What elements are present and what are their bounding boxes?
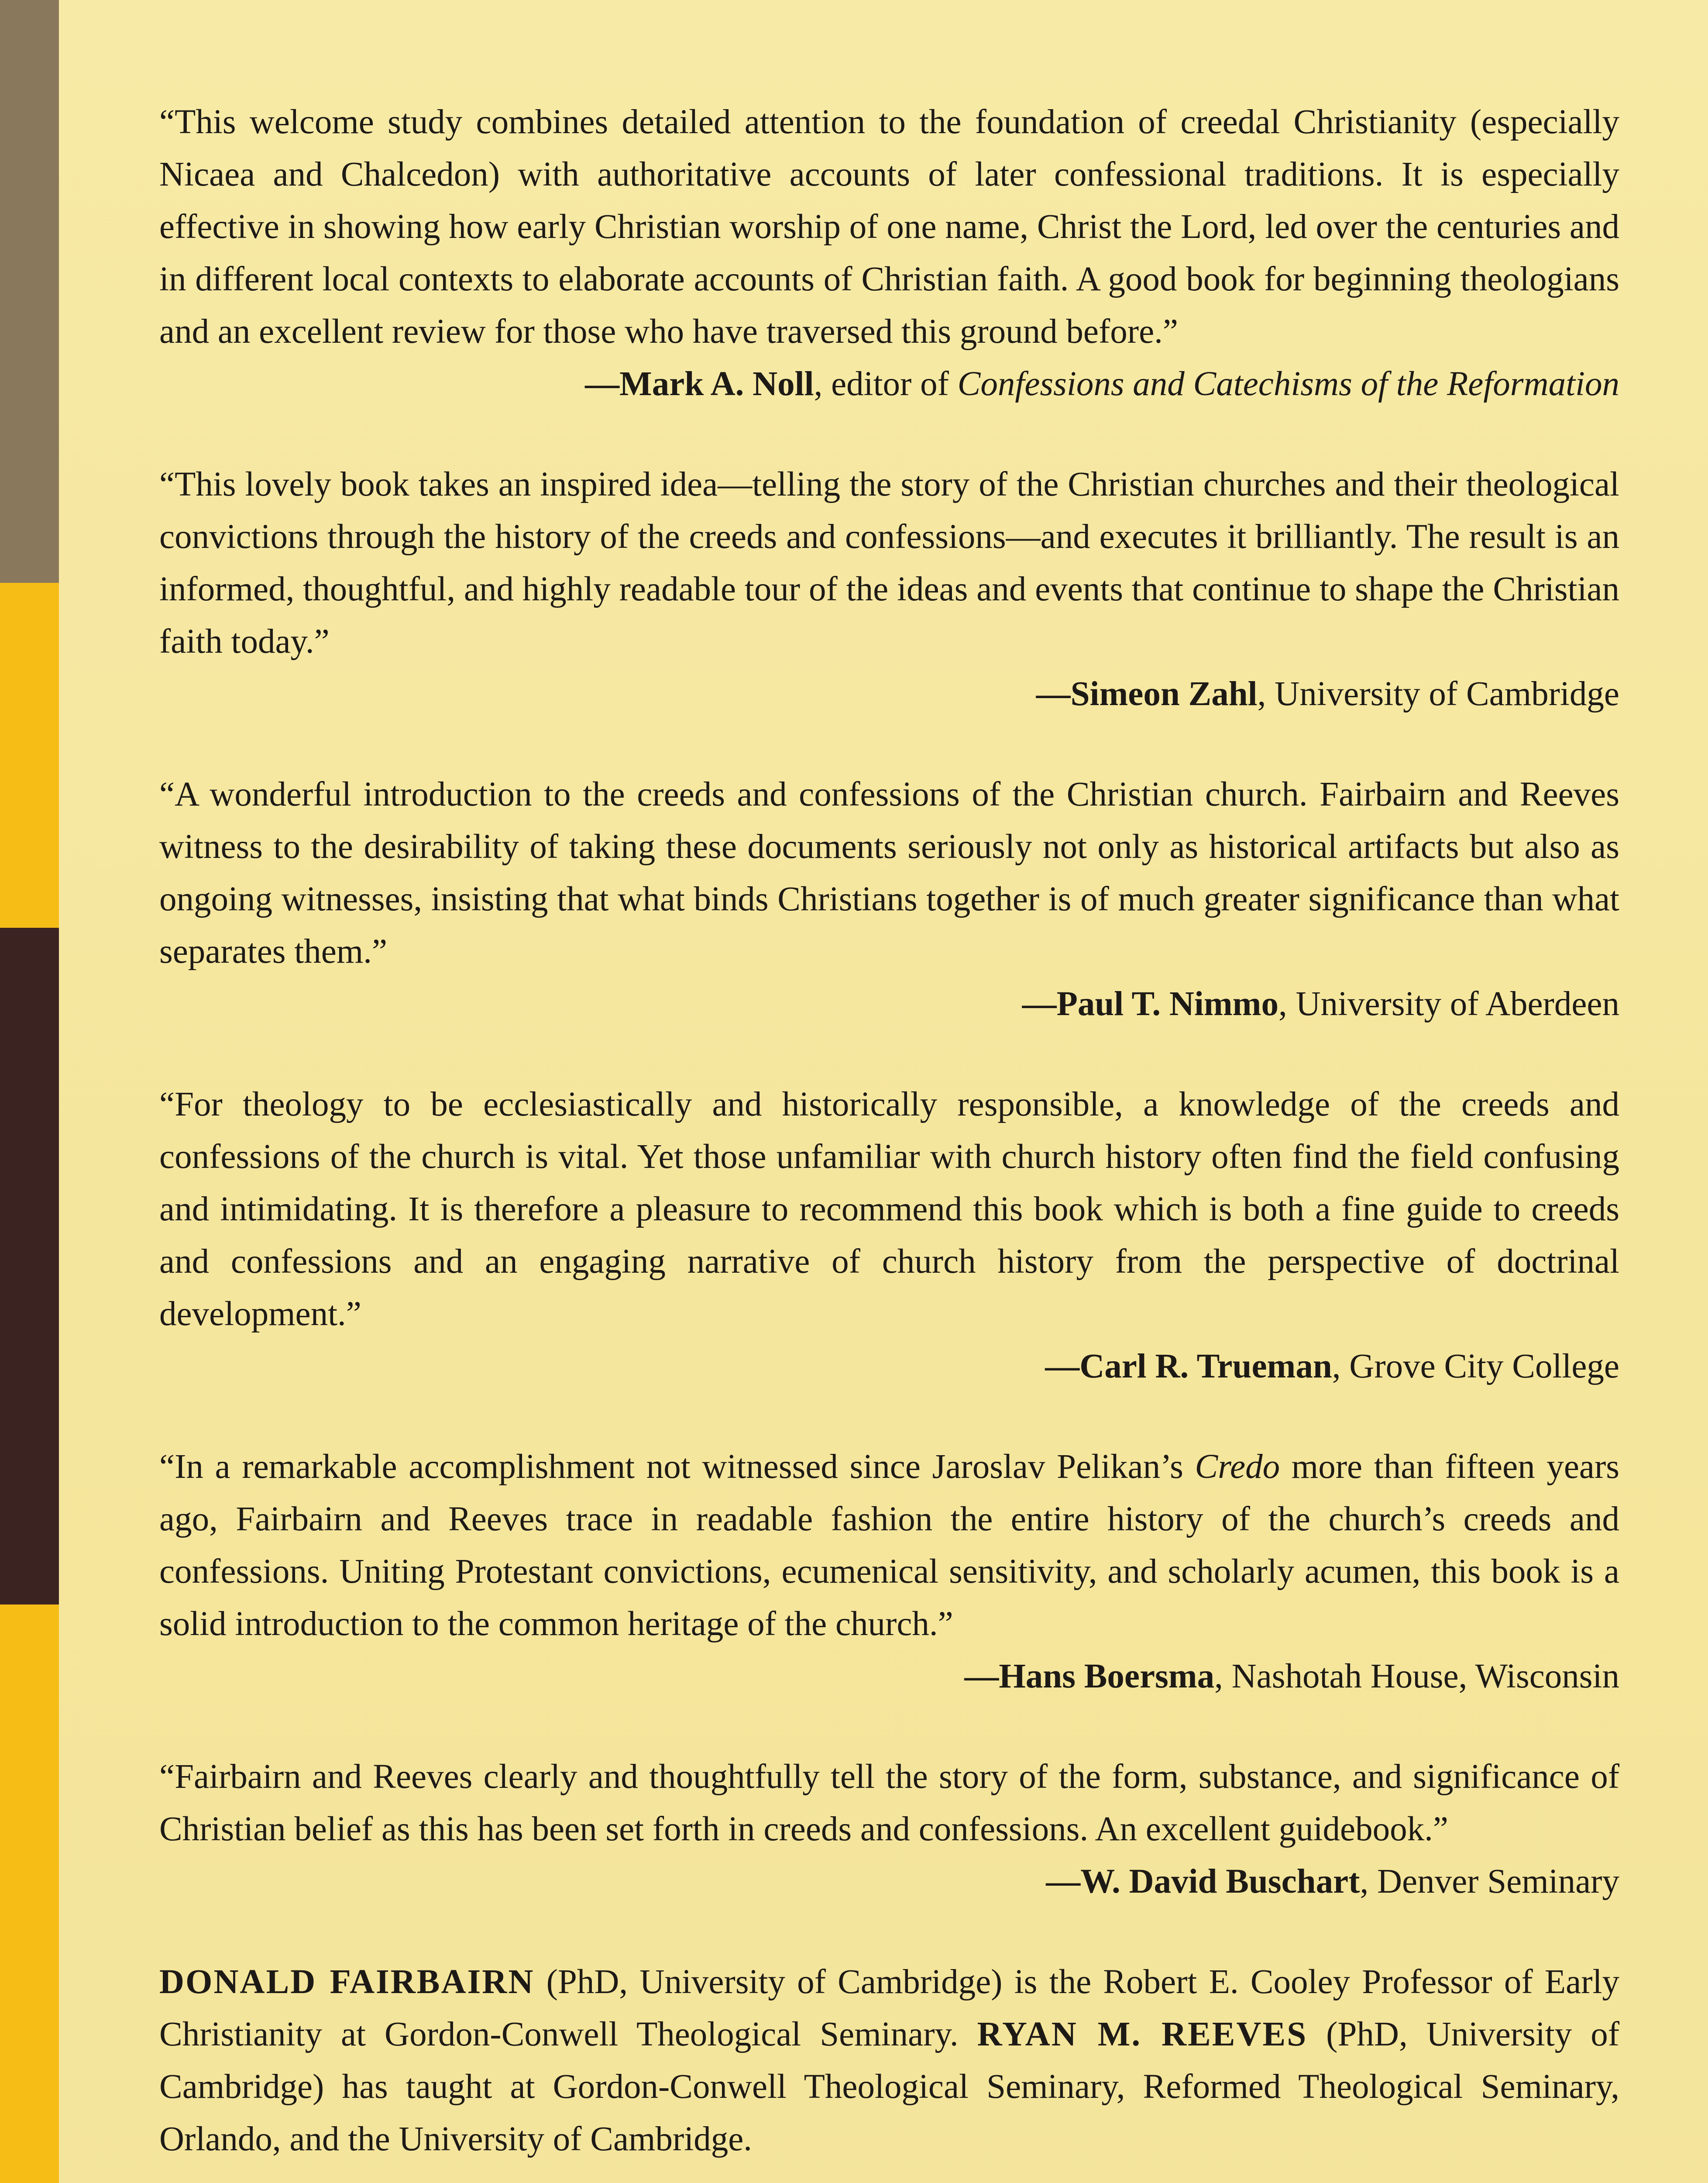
endorser-name: —Mark A. Noll: [585, 365, 814, 403]
endorsement-attribution: [159, 1340, 1619, 1393]
endorser-book-title: Confessions and Catechisms of the Reformation: [957, 365, 1619, 403]
quote-text: more than fifteen years ago, Fairbairn and Reeves trace in readable fashion the entire history of the church’s creeds and confessions. Uniting Protestant convictions, ecumenical sensitivity, and scholarly acumen, this book is a solid introduction to the common heritage of the church.”: [159, 1448, 1620, 1643]
endorser-name: —Hans Boersma: [964, 1657, 1215, 1695]
endorsement-quote: “This welcome study combines detailed attention to the foundation of creedal Christianity (especially Nicaea and Chalcedon) with authoritative accounts of later confessional traditions. It is especially effective in showing how early Christian worship of one name, Christ the Lord, led over the centuries and in different local contexts to elaborate accounts of Christian faith. A good book for beginning theologians and an excellent review for those who have traversed this ground before.”: [159, 103, 1619, 351]
endorsement-quote: “A wonderful introduction to the creeds and confessions of the Christian church. Fairbairn and Reeves witness to the desirability of taking these documents seriously not only as historical artifacts but also as ongoing witnesses, insisting that what binds Christians together is of much greater significance than what separates them.”: [159, 775, 1619, 971]
endorsement-quote: “This lovely book takes an inspired idea—telling the story of the Christian churches and their theological convictions through the history of the creeds and confessions—and executes it brilliantly. The result is an informed, thoughtful, and highly readable tour of the ideas and events that continue to shape the Christian faith today.”: [159, 465, 1619, 661]
spine-yellow-1: [0, 583, 59, 928]
endorsements: [159, 96, 1619, 2166]
endorsement-boersma: [159, 1441, 1619, 1703]
endorser-affiliation: , Nashotah House, Wisconsin: [1214, 1657, 1619, 1695]
endorsement-attribution: [159, 1856, 1619, 1908]
endorser-affiliation: , Grove City College: [1332, 1347, 1619, 1385]
endorsement-nimmo: [159, 768, 1619, 1030]
endorser-role: , editor of: [814, 365, 958, 403]
author-bio-text: (PhD, University of Cambridge) is the Robert E. Cooley Professor of Early Christianity at Gordon-Conwell Theological Seminary.: [159, 1963, 1619, 2053]
endorsement-quote: “Fairbairn and Reeves clearly and thoughtfully tell the story of the form, substance, and significance of Christian belief as this has been set forth in creeds and confessions. An excellent guidebook.”: [159, 1758, 1619, 1848]
endorsement-attribution: [159, 358, 1619, 410]
endorsement-noll: [159, 96, 1619, 410]
endorsement-attribution: [159, 978, 1619, 1030]
endorser-affiliation: , University of Cambridge: [1257, 675, 1619, 713]
endorsement-attribution: [159, 1650, 1619, 1703]
endorsement-buschart: [159, 1751, 1619, 1908]
endorser-affiliation: , University of Aberdeen: [1278, 985, 1619, 1023]
spine-yellow-2: [0, 1605, 59, 2183]
endorsement-zahl: [159, 458, 1619, 720]
endorser-name: —Paul T. Nimmo: [1022, 985, 1278, 1023]
endorser-name: —W. David Buschart: [1046, 1863, 1360, 1901]
endorsement-quote: [159, 1441, 1619, 1650]
quote-book-title: Credo: [1195, 1448, 1280, 1486]
endorser-name: —Carl R. Trueman: [1045, 1347, 1332, 1385]
spine-edge: [0, 0, 59, 2183]
author-bio-text: (PhD, University of Cambridge) has taught at Gordon-Conwell Theological Seminary, Reformed Theological Seminary, Orlando, and the University of Cambridge.: [159, 2015, 1619, 2158]
endorsement-attribution: [159, 668, 1619, 720]
spine-olive-top: [0, 0, 59, 583]
endorsement-trueman: [159, 1078, 1619, 1393]
author-name: DONALD FAIRBAIRN: [159, 1963, 535, 2001]
spine-brown: [0, 928, 59, 1605]
quote-text: “In a remarkable accomplishment not witnessed since Jaroslav Pelikan’s: [159, 1448, 1195, 1486]
endorser-affiliation: , Denver Seminary: [1360, 1863, 1619, 1901]
endorsement-quote: “For theology to be ecclesiastically and historically responsible, a knowledge of the creeds and confessions of the church is vital. Yet those unfamiliar with church history often find the field confusing and intimidating. It is therefore a pleasure to recommend this book which is both a fine guide to creeds and confessions and an engaging narrative of church history from the perspective of doctrinal development.”: [159, 1085, 1619, 1333]
author-name: RYAN M. REEVES: [977, 2015, 1308, 2053]
author-bio: [159, 1956, 1619, 2166]
endorser-name: —Simeon Zahl: [1036, 675, 1258, 713]
